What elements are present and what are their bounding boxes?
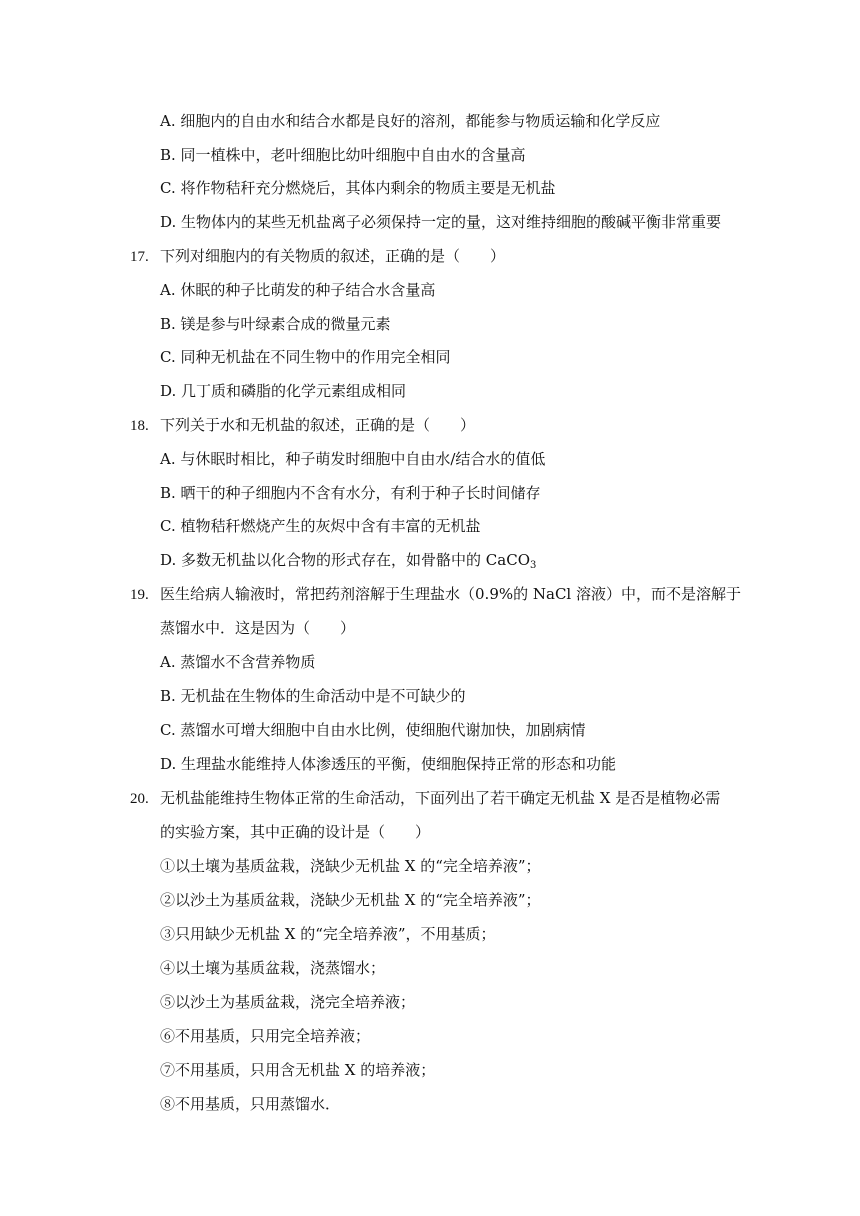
q20-item-4: ④以土壤为基质盆栽，浇蒸馏水； bbox=[160, 959, 386, 977]
q19-number: 19. bbox=[130, 587, 149, 603]
q20-stem-line-2: 的实验方案，其中正确的设计是（ ） bbox=[160, 823, 431, 841]
q18-option-d bbox=[160, 550, 536, 570]
q19-stem-1: 医生给病人输液时，常把药剂溶解于生理盐水（0.9%的 NaCl 溶液）中，而不是溶解于 bbox=[160, 585, 741, 603]
q16-option-c: C. 将作物秸秆充分燃烧后，其体内剩余的物质主要是无机盐 bbox=[160, 179, 556, 197]
q20-item-2: ②以沙土为基质盆栽，浇缺少无机盐 X 的“完全培养液”； bbox=[160, 891, 541, 909]
q16-option-a: A. 细胞内的自由水和结合水都是良好的溶剂，都能参与物质运输和化学反应 bbox=[160, 112, 661, 130]
q17-option-c: C. 同种无机盐在不同生物中的作用完全相同 bbox=[160, 348, 451, 366]
q18-stem-line bbox=[130, 415, 475, 436]
q18-stem: 下列关于水和无机盐的叙述，正确的是（ ） bbox=[160, 416, 476, 434]
q18-option-c: C. 植物秸秆燃烧产生的灰烬中含有丰富的无机盐 bbox=[160, 517, 481, 535]
q16-option-d: D. 生物体内的某些无机盐离子必须保持一定的量，这对维持细胞的酸碱平衡非常重要 bbox=[160, 213, 722, 231]
q19-option-a: A. 蒸馏水不含营养物质 bbox=[160, 653, 316, 671]
q18-option-a: A. 与休眠时相比，种子萌发时细胞中自由水/结合水的值低 bbox=[160, 450, 546, 468]
q20-item-6: ⑥不用基质，只用完全培养液； bbox=[160, 1027, 371, 1045]
q16-option-b: B. 同一植株中，老叶细胞比幼叶细胞中自由水的含量高 bbox=[160, 146, 526, 164]
q18-number: 18. bbox=[130, 418, 149, 434]
q17-option-d: D. 几丁质和磷脂的化学元素组成相同 bbox=[160, 382, 407, 400]
q17-stem: 下列对细胞内的有关物质的叙述，正确的是（ ） bbox=[160, 247, 506, 265]
q19-option-c: C. 蒸馏水可增大细胞中自由水比例，使细胞代谢加快，加剧病情 bbox=[160, 721, 586, 739]
q19-stem-line-1 bbox=[130, 584, 741, 605]
q20-number: 20. bbox=[130, 791, 149, 807]
q18-option-b: B. 晒干的种子细胞内不含有水分，有利于种子长时间储存 bbox=[160, 484, 541, 502]
q18-option-d-subscript: 3 bbox=[530, 560, 537, 571]
q17-number: 17. bbox=[130, 249, 149, 265]
q20-item-1: ①以土壤为基质盆栽，浇缺少无机盐 X 的“完全培养液”； bbox=[160, 857, 541, 875]
q20-stem-line-1 bbox=[130, 788, 720, 809]
q18-option-d-text: D. 多数无机盐以化合物的形式存在，如骨骼中的 CaCO bbox=[160, 551, 530, 569]
q20-item-3: ③只用缺少无机盐 X 的“完全培养液”，不用基质； bbox=[160, 925, 496, 943]
q20-stem-1: 无机盐能维持生物体正常的生命活动，下面列出了若干确定无机盐 X 是否是植物必需 bbox=[160, 789, 721, 807]
q19-stem-line-2: 蒸馏水中．这是因为（ ） bbox=[160, 619, 356, 637]
q17-option-a: A. 休眠的种子比萌发的种子结合水含量高 bbox=[160, 281, 436, 299]
q17-stem-line bbox=[130, 246, 505, 267]
q20-item-5: ⑤以沙土为基质盆栽，浇完全培养液； bbox=[160, 993, 416, 1011]
q19-option-b: B. 无机盐在生物体的生命活动中是不可缺少的 bbox=[160, 687, 466, 705]
q20-item-7: ⑦不用基质，只用含无机盐 X 的培养液； bbox=[160, 1061, 436, 1079]
q17-option-b: B. 镁是参与叶绿素合成的微量元素 bbox=[160, 315, 391, 333]
q20-item-8: ⑧不用基质，只用蒸馏水． bbox=[160, 1095, 341, 1113]
q19-option-d: D. 生理盐水能维持人体渗透压的平衡，使细胞保持正常的形态和功能 bbox=[160, 755, 617, 773]
